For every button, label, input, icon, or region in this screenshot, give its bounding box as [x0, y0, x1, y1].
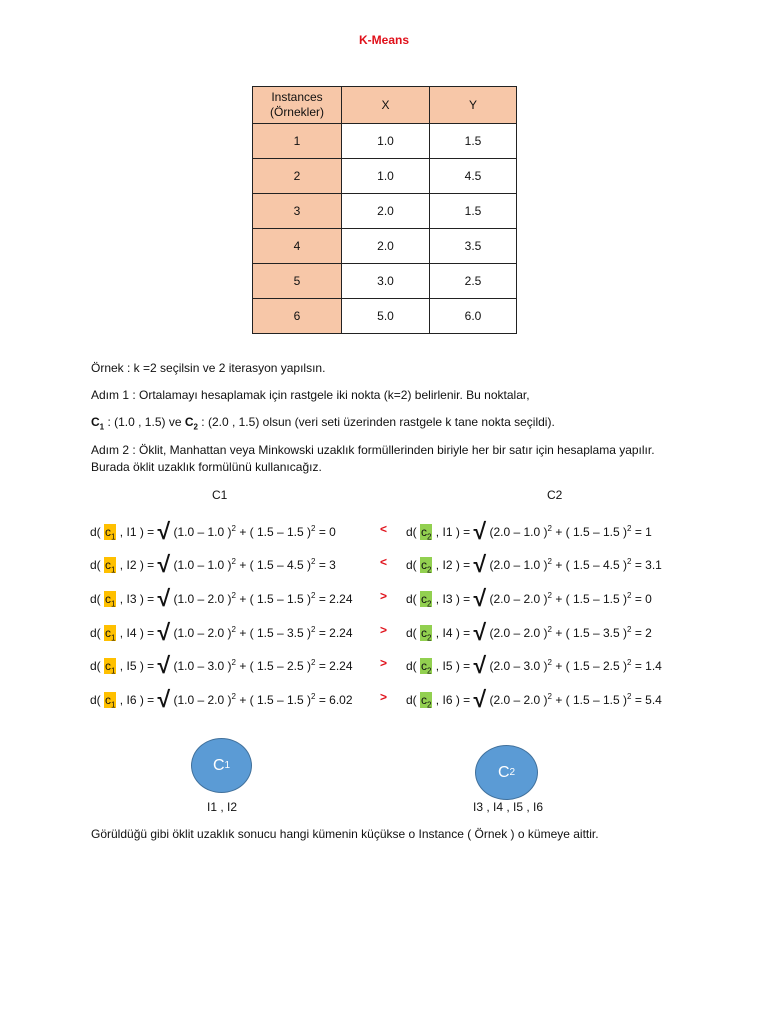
instance-cell: 4	[253, 229, 342, 264]
column-label-c1: C1	[212, 488, 228, 502]
instance-cell: 1	[253, 124, 342, 159]
example-text: Örnek : k =2 seçilsin ve 2 iterasyon yapılsın.	[91, 361, 326, 375]
y-cell: 6.0	[430, 299, 517, 334]
c1-highlight: $c_1$	[105, 626, 116, 643]
table-header-row	[253, 87, 517, 124]
comparison-sign: >	[380, 623, 388, 637]
c2-highlight: $c_2$	[421, 626, 432, 643]
c1-highlight: $c_1$	[105, 693, 116, 710]
c2-highlight: $c_2$	[421, 592, 432, 609]
square-root-icon: √	[157, 584, 171, 611]
distance-c2-i4: d( $c_2$ , I4 ) = √ (2.0 – 2.0 )$^2$ + ( 1.5 – 3.5 )$^2$ = 2	[406, 618, 652, 645]
c1-highlight: $c_1$	[105, 592, 116, 609]
cluster-c1-circle: C 1	[191, 738, 252, 793]
comparison-sign: >	[380, 589, 388, 603]
y-cell: 3.5	[430, 229, 517, 264]
cluster-c2-circle: C 2	[475, 745, 538, 800]
comparison-sign: <	[380, 522, 388, 536]
distance-c1-i6: d( $c_1$ , I6 ) = √ (1.0 – 2.0 )$^2$ + ( 1.5 – 1.5 )$^2$ = 6.02	[90, 685, 353, 712]
square-root-icon: √	[157, 550, 171, 577]
distance-c2-i6: d( $c_2$ , I6 ) = √ (2.0 – 2.0 )$^2$ + ( 1.5 – 1.5 )$^2$ = 5.4	[406, 685, 662, 712]
square-root-icon: √	[473, 584, 487, 611]
distance-c2-i1: d( $c_2$ , I1 ) = √ (2.0 – 1.0 )$^2$ + ( 1.5 – 1.5 )$^2$ = 1	[406, 517, 652, 544]
square-root-icon: √	[473, 618, 487, 645]
y-cell: 2.5	[430, 264, 517, 299]
x-cell: 1.0	[342, 159, 430, 194]
page-title: K-Means	[358, 33, 409, 47]
x-cell: 2.0	[342, 194, 430, 229]
distance-c2-i2: d( $c_2$ , I2 ) = √ (2.0 – 1.0 )$^2$ + ( 1.5 – 4.5 )$^2$ = 3.1	[406, 550, 662, 577]
instance-cell: 5	[253, 264, 342, 299]
header-x: X	[342, 87, 430, 124]
comparison-sign: >	[380, 690, 388, 704]
x-cell: 5.0	[342, 299, 430, 334]
table-row	[253, 159, 517, 194]
distance-c1-i5: d( $c_1$ , I5 ) = √ (1.0 – 3.0 )$^2$ + ( 1.5 – 2.5 )$^2$ = 2.24	[90, 651, 353, 678]
instance-cell: 6	[253, 299, 342, 334]
x-cell: 3.0	[342, 264, 430, 299]
c1-highlight: $c_1$	[105, 659, 116, 676]
x-cell: 1.0	[342, 124, 430, 159]
c2-highlight: $c_2$	[421, 659, 432, 676]
distance-c1-i4: d( $c_1$ , I4 ) = √ (1.0 – 2.0 )$^2$ + ( 1.5 – 3.5 )$^2$ = 2.24	[90, 618, 353, 645]
square-root-icon: √	[157, 618, 171, 645]
table-row	[253, 264, 517, 299]
square-root-icon: √	[473, 550, 487, 577]
step2-text: Adım 2 : Öklit, Manhattan veya Minkowski uzaklık formüllerinden biriyle her bir satır için hesaplama yapılır. Burada öklit uzaklık formülünü kullanıcağız.	[91, 443, 655, 474]
square-root-icon: √	[157, 685, 171, 712]
table-row	[253, 194, 517, 229]
y-cell: 4.5	[430, 159, 517, 194]
x-cell: 2.0	[342, 229, 430, 264]
table-row	[253, 124, 517, 159]
square-root-icon: √	[157, 517, 171, 544]
centroids-text: $C_1$ : (1.0 , 1.5) ve $C_2$ : (2.0 , 1.5) olsun (veri seti üzerinden rastgele k tane nokta seçildi).	[91, 415, 555, 432]
square-root-icon: √	[157, 651, 171, 678]
comparison-sign: <	[380, 555, 388, 569]
table-row	[253, 229, 517, 264]
instance-cell: 3	[253, 194, 342, 229]
conclusion-text: Görüldüğü gibi öklit uzaklık sonucu hangi kümenin küçükse o Instance ( Örnek ) o kümeye aittir.	[91, 827, 599, 841]
distance-c1-i2: d( $c_1$ , I2 ) = √ (1.0 – 1.0 )$^2$ + ( 1.5 – 4.5 )$^2$ = 3	[90, 550, 336, 577]
y-cell: 1.5	[430, 194, 517, 229]
c2-highlight: $c_2$	[421, 525, 432, 542]
header-y: Y	[430, 87, 517, 124]
distance-c1-i1: d( $c_1$ , I1 ) = √ (1.0 – 1.0 )$^2$ + ( 1.5 – 1.5 )$^2$ = 0	[90, 517, 336, 544]
distance-c2-i3: d( $c_2$ , I3 ) = √ (2.0 – 2.0 )$^2$ + ( 1.5 – 1.5 )$^2$ = 0	[406, 584, 652, 611]
header-instances: Instances (Örnekler)	[253, 87, 342, 124]
c2-highlight: $c_2$	[421, 693, 432, 710]
distance-c2-i5: d( $c_2$ , I5 ) = √ (2.0 – 3.0 )$^2$ + ( 1.5 – 2.5 )$^2$ = 1.4	[406, 651, 662, 678]
table-row	[253, 299, 517, 334]
distance-c1-i3: d( $c_1$ , I3 ) = √ (1.0 – 2.0 )$^2$ + ( 1.5 – 1.5 )$^2$ = 2.24	[90, 584, 353, 611]
c1-highlight: $c_1$	[105, 525, 116, 542]
square-root-icon: √	[473, 651, 487, 678]
square-root-icon: √	[473, 685, 487, 712]
cluster-c2-members: I3 , I4 , I5 , I6	[473, 800, 544, 814]
cluster-c1-members: I1 , I2	[207, 800, 238, 814]
c2-highlight: $c_2$	[421, 558, 432, 575]
step1-text: Adım 1 : Ortalamayı hesaplamak için rastgele iki nokta (k=2) belirlenir. Bu noktalar,	[91, 388, 530, 402]
y-cell: 1.5	[430, 124, 517, 159]
square-root-icon: √	[473, 517, 487, 544]
column-label-c2: C2	[547, 488, 563, 502]
comparison-sign: >	[380, 656, 388, 670]
instances-table	[252, 86, 517, 334]
instance-cell: 2	[253, 159, 342, 194]
c1-highlight: $c_1$	[105, 558, 116, 575]
